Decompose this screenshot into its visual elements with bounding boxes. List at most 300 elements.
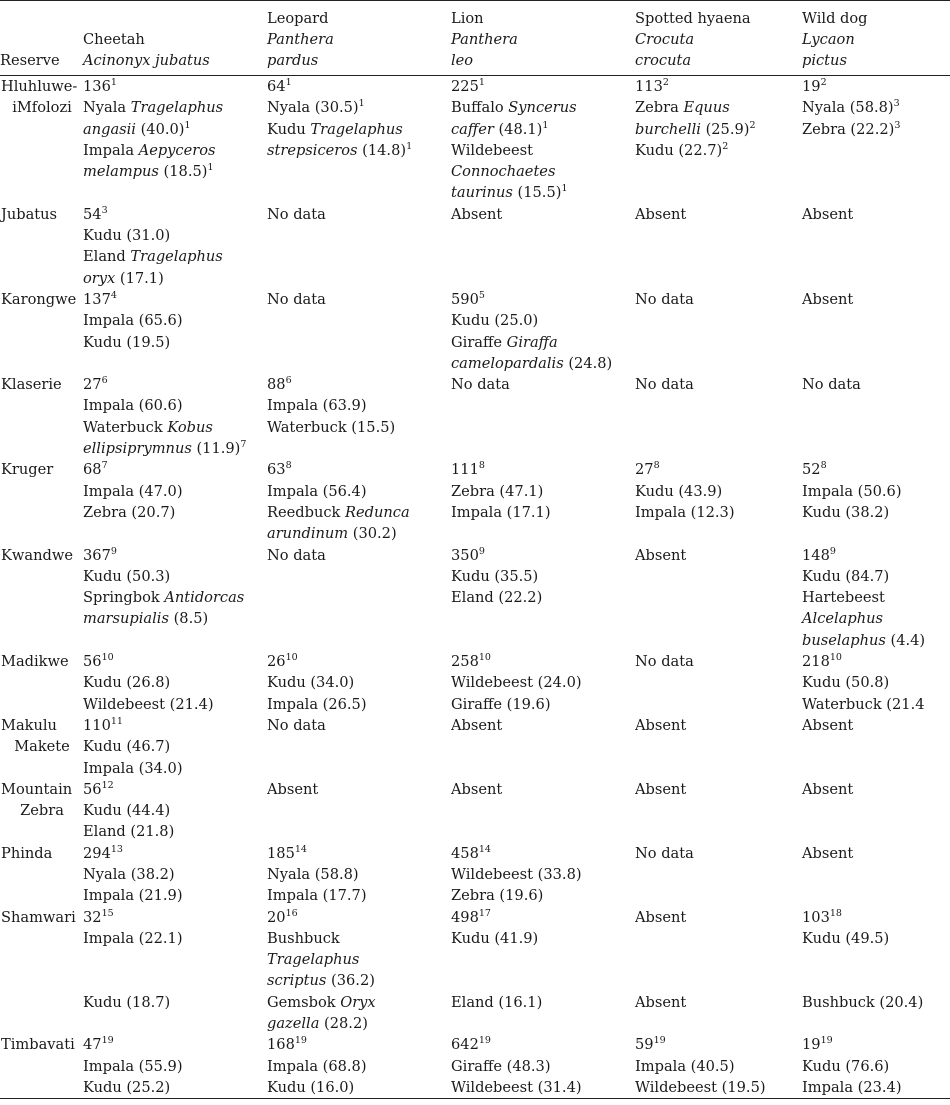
cell-line	[83, 715, 267, 736]
reference-superscript: 2	[722, 140, 729, 152]
cell-text: Kudu (16.0)	[267, 1078, 355, 1096]
cell-line	[83, 161, 267, 182]
scientific-name: Acinonyx jubatus	[83, 52, 210, 69]
reference-superscript: 11	[110, 715, 123, 727]
cell-text: Zebra (22.2)	[802, 120, 895, 138]
cell-line	[83, 1056, 267, 1077]
cell-line	[451, 1056, 635, 1077]
cheetah-cell	[83, 992, 267, 1035]
cell-text: No data	[451, 376, 510, 394]
cell-text: No data	[267, 716, 326, 734]
cell-line	[267, 949, 451, 970]
cell-line	[83, 885, 267, 906]
cell-line	[635, 843, 802, 864]
cell-text: (15.5)	[512, 184, 562, 202]
cell-line	[802, 1056, 950, 1077]
reference-superscript: 5	[478, 289, 485, 301]
scientific-name: buselaphus	[802, 631, 886, 649]
cell-line	[83, 545, 267, 566]
hyaena-cell	[635, 992, 802, 1035]
cell-line	[635, 1077, 802, 1098]
cell-text: Giraffe (19.6)	[451, 695, 551, 713]
cell-line	[451, 182, 635, 203]
reference-superscript: 13	[110, 843, 123, 855]
cheetah-cell	[83, 715, 267, 779]
reference-superscript: 12	[101, 779, 114, 791]
cell-text: Wildebeest (33.8)	[451, 865, 582, 883]
cell-text: Springbok	[83, 589, 165, 607]
cell-line	[802, 630, 950, 651]
hyaena-cell	[635, 907, 802, 992]
cell-line	[802, 374, 950, 395]
cell-line	[267, 76, 451, 97]
leopard-cell	[267, 651, 451, 715]
wild-dog-cell	[802, 76, 950, 204]
cell-text: 64	[267, 78, 286, 95]
cell-line	[267, 523, 451, 544]
cell-text: Kudu (18.7)	[83, 993, 171, 1011]
scientific-name: gazella	[267, 1015, 320, 1033]
cell-text: Impala (21.9)	[83, 887, 183, 905]
scientific-name: taurinus	[451, 184, 513, 202]
reference-superscript: 8	[478, 460, 485, 472]
hyaena-cell	[635, 1034, 802, 1098]
cell-text: Wildebeest (31.4)	[451, 1078, 582, 1096]
cell-text: 110	[83, 716, 111, 734]
reserve-cell	[0, 843, 83, 907]
reserve-name: Kruger	[1, 461, 54, 479]
lion-cell	[451, 651, 635, 715]
lion-cell	[451, 374, 635, 459]
cell-line	[451, 587, 635, 608]
cell-text: 19	[802, 1036, 821, 1054]
cell-text: (11.9)	[191, 440, 241, 458]
cell-line	[802, 502, 950, 523]
hyaena-cell	[635, 76, 802, 204]
cell-line	[83, 1077, 267, 1098]
cell-text: Absent	[635, 205, 687, 223]
common-name: Wild dog	[802, 10, 868, 27]
cell-line	[802, 119, 950, 140]
scientific-name: Tragelaphus	[310, 120, 403, 138]
hyaena-cell	[635, 204, 802, 289]
table-body	[0, 76, 950, 1099]
reserve-column-header: Reserve	[0, 52, 60, 69]
cell-line	[267, 459, 451, 480]
cell-text: 168	[267, 1036, 295, 1054]
cell-text: Absent	[802, 844, 854, 862]
reference-superscript: 9	[478, 545, 485, 557]
cell-text: Absent	[267, 780, 319, 798]
cell-text: 185	[267, 844, 295, 862]
cell-line	[267, 1034, 451, 1055]
reference-superscript: 1	[110, 77, 117, 88]
cell-text: Impala (65.6)	[83, 312, 183, 330]
header-row	[0, 1, 950, 76]
cell-line	[802, 545, 950, 566]
reference-superscript: 10	[285, 652, 298, 664]
reference-superscript: 1	[478, 77, 485, 88]
cell-text: Impala (50.6)	[802, 482, 902, 500]
cell-line	[267, 140, 451, 161]
cheetah-cell	[83, 459, 267, 544]
cell-text: Absent	[635, 780, 687, 798]
cell-line	[802, 459, 950, 480]
scientific-name: Tragelaphus	[130, 99, 224, 117]
cell-text: Gemsbok	[267, 993, 341, 1011]
cell-text: 56	[83, 780, 102, 798]
table-row	[0, 779, 950, 843]
cell-text: Impala (60.6)	[83, 397, 183, 415]
hyaena-cell	[635, 374, 802, 459]
scientific-name: crocuta	[635, 52, 692, 69]
cell-line	[267, 395, 451, 416]
reference-superscript: 18	[829, 907, 842, 919]
cell-text: Impala (34.0)	[83, 759, 183, 777]
cell-line	[267, 715, 451, 736]
cell-line	[635, 715, 802, 736]
cell-text: Waterbuck (21.4	[802, 695, 925, 713]
cell-text: Bushbuck (20.4)	[802, 993, 924, 1011]
cell-text: 458	[451, 844, 479, 862]
cell-line	[802, 694, 950, 715]
cell-line	[267, 119, 451, 140]
common-name: Leopard	[267, 10, 329, 27]
cell-line	[267, 204, 451, 225]
cell-line	[267, 885, 451, 906]
wild-dog-cell	[802, 1034, 950, 1098]
reference-superscript: 14	[294, 843, 307, 855]
scientific-name: oryx	[83, 269, 116, 287]
cell-text: 148	[802, 546, 830, 564]
cheetah-cell	[83, 779, 267, 843]
reference-superscript: 8	[820, 460, 827, 472]
leopard-cell	[267, 779, 451, 843]
cell-line	[83, 438, 267, 459]
cell-line	[267, 502, 451, 523]
cell-line	[802, 907, 950, 928]
lion-cell	[451, 545, 635, 651]
cell-text: Kudu (19.5)	[83, 333, 171, 351]
wild-dog-cell	[802, 289, 950, 374]
cell-line	[451, 459, 635, 480]
cell-text: Wildebeest (24.0)	[451, 674, 582, 692]
cell-line	[267, 651, 451, 672]
wild-dog-column-header	[802, 1, 950, 76]
wild-dog-cell	[802, 374, 950, 459]
cell-line	[83, 1034, 267, 1055]
cell-line	[802, 76, 950, 97]
cell-text: (14.8)	[357, 141, 407, 159]
scientific-name: melampus	[83, 163, 159, 181]
wild-dog-cell	[802, 779, 950, 843]
scientific-name: Giraffa	[506, 333, 558, 351]
hyaena-cell	[635, 843, 802, 907]
cell-line	[83, 928, 267, 949]
cell-text: No data	[267, 205, 326, 223]
cell-text: Kudu (38.2)	[802, 503, 890, 521]
scientific-name: marsupialis	[83, 610, 169, 628]
cell-line	[635, 119, 802, 140]
cell-line	[451, 481, 635, 502]
reserve-name: Hluhluwe-	[1, 78, 78, 95]
reserve-name: iMfolozi	[12, 99, 72, 117]
cell-text: Nyala	[83, 99, 131, 117]
scientific-name: angasii	[83, 120, 136, 138]
cell-text: (28.2)	[319, 1015, 368, 1033]
cell-text: Impala (23.4)	[802, 1078, 902, 1096]
cheetah-cell	[83, 545, 267, 651]
cell-text: 68	[83, 461, 102, 479]
cell-text: No data	[802, 376, 861, 394]
hyaena-cell	[635, 545, 802, 651]
cell-line	[451, 885, 635, 906]
reference-superscript: 3	[101, 204, 108, 216]
cell-line	[451, 1077, 635, 1098]
reserve-cell	[0, 204, 83, 289]
cell-line	[83, 566, 267, 587]
cell-line	[83, 843, 267, 864]
reference-superscript: 1	[285, 77, 292, 88]
cell-text: (25.9)	[700, 120, 750, 138]
wild-dog-cell	[802, 204, 950, 289]
cell-text: No data	[267, 546, 326, 564]
wild-dog-cell	[802, 715, 950, 779]
cell-line	[83, 608, 267, 629]
cell-line	[83, 758, 267, 779]
reserve-name: Makulu	[1, 716, 57, 734]
cell-text: 26	[267, 653, 286, 671]
cell-line	[802, 481, 950, 502]
leopard-cell	[267, 907, 451, 992]
cell-text: 103	[802, 908, 830, 926]
reference-superscript: 2	[662, 77, 669, 88]
wild-dog-cell	[802, 651, 950, 715]
leopard-cell	[267, 289, 451, 374]
table-row	[0, 715, 950, 779]
scientific-name: Panthera	[451, 31, 518, 48]
lion-cell	[451, 204, 635, 289]
reserve-cell	[0, 459, 83, 544]
cell-text: Absent	[451, 780, 503, 798]
cell-line	[802, 651, 950, 672]
lion-cell	[451, 907, 635, 992]
cell-text: Kudu (49.5)	[802, 929, 890, 947]
common-name: Cheetah	[83, 31, 145, 48]
cell-text: 350	[451, 546, 479, 564]
reserve-name: Zebra	[20, 802, 64, 820]
cell-line	[267, 97, 451, 118]
cell-text: 113	[635, 78, 663, 95]
cell-text: 63	[267, 461, 286, 479]
reference-superscript: 1	[406, 140, 413, 152]
leopard-cell	[267, 459, 451, 544]
cell-text: Reedbuck	[267, 503, 345, 521]
table-row	[0, 459, 950, 544]
scientific-name: leo	[451, 52, 474, 69]
cell-line	[802, 97, 950, 118]
cell-text: Wildebeest	[451, 141, 534, 159]
reference-superscript: 19	[478, 1035, 491, 1047]
cell-text: 136	[83, 78, 111, 95]
cell-line	[83, 736, 267, 757]
table-row	[0, 545, 950, 651]
cell-line	[83, 225, 267, 246]
lion-column-header	[451, 1, 635, 76]
table-row	[0, 289, 950, 374]
cheetah-cell	[83, 907, 267, 992]
cell-text: Eland (22.2)	[451, 589, 543, 607]
cell-text: No data	[635, 844, 694, 862]
scientific-name: Connochaetes	[451, 163, 556, 181]
cell-text: No data	[635, 290, 694, 308]
cell-line	[635, 481, 802, 502]
cell-line	[83, 97, 267, 118]
cell-line	[802, 715, 950, 736]
leopard-cell	[267, 76, 451, 204]
cell-text: 590	[451, 290, 479, 308]
reference-superscript: 6	[285, 375, 292, 387]
cell-text: Giraffe (48.3)	[451, 1057, 551, 1075]
scientific-name: Antidorcas	[164, 589, 245, 607]
hyaena-cell	[635, 779, 802, 843]
cell-line	[267, 992, 451, 1013]
cell-text: Kudu (25.2)	[83, 1078, 171, 1096]
scientific-name: Tragelaphus	[267, 951, 360, 969]
cell-text: Absent	[802, 716, 854, 734]
reference-superscript: 1	[358, 98, 365, 110]
reference-superscript: 1	[561, 183, 568, 195]
cell-line	[83, 310, 267, 331]
cell-line	[83, 992, 267, 1013]
reference-superscript: 19	[101, 1035, 114, 1047]
cell-text: 218	[802, 653, 830, 671]
scientific-name: Oryx	[340, 993, 376, 1011]
cell-line	[83, 289, 267, 310]
reference-superscript: 1	[542, 119, 549, 131]
cell-text: Nyala (38.2)	[83, 865, 175, 883]
cell-line	[635, 1034, 802, 1055]
cell-line	[802, 672, 950, 693]
reference-superscript: 9	[110, 545, 117, 557]
reference-superscript: 6	[101, 375, 108, 387]
reference-superscript: 16	[285, 907, 298, 919]
reserve-cell	[0, 76, 83, 204]
cell-line	[267, 694, 451, 715]
cell-text: Impala (12.3)	[635, 503, 735, 521]
table-row	[0, 1034, 950, 1098]
cheetah-cell	[83, 289, 267, 374]
cell-line	[451, 715, 635, 736]
cell-text: Hartebeest	[802, 589, 885, 607]
cell-text: 54	[83, 205, 102, 223]
cell-line	[451, 907, 635, 928]
cell-text: No data	[635, 653, 694, 671]
cell-text: Absent	[802, 780, 854, 798]
cell-line	[83, 864, 267, 885]
cell-line	[83, 502, 267, 523]
cell-text: (48.1)	[493, 120, 543, 138]
leopard-cell	[267, 204, 451, 289]
cheetah-cell	[83, 843, 267, 907]
cell-line	[267, 907, 451, 928]
cell-text: No data	[635, 376, 694, 394]
scientific-name: pictus	[802, 52, 847, 69]
cell-text: 111	[451, 461, 479, 479]
hyaena-cell	[635, 459, 802, 544]
cell-line	[451, 864, 635, 885]
cell-line	[451, 97, 635, 118]
reserve-cell	[0, 651, 83, 715]
cheetah-cell	[83, 1034, 267, 1098]
table-row	[0, 76, 950, 204]
reference-superscript: 1	[184, 119, 191, 131]
cheetah-cell	[83, 651, 267, 715]
cell-text: 19	[802, 78, 821, 95]
reserve-name: Klaserie	[1, 376, 62, 394]
lion-cell	[451, 992, 635, 1035]
cell-line	[635, 140, 802, 161]
scientific-name: Redunca	[345, 503, 410, 521]
scientific-name: Aepyceros	[138, 141, 216, 159]
cell-line	[451, 566, 635, 587]
cell-text: Zebra (47.1)	[451, 482, 544, 500]
cell-text: Absent	[635, 546, 687, 564]
reserve-name: Mountain	[1, 780, 73, 798]
reference-superscript: 17	[478, 907, 491, 919]
cell-line	[267, 481, 451, 502]
cell-line	[267, 928, 451, 949]
reserve-cell	[0, 374, 83, 459]
cell-line	[451, 289, 635, 310]
reserve-cell	[0, 715, 83, 779]
reserve-name: Jubatus	[1, 205, 58, 223]
cell-line	[83, 800, 267, 821]
cell-text: Wildebeest (19.5)	[635, 1078, 766, 1096]
scientific-name: Panthera	[267, 31, 334, 48]
cell-line	[267, 289, 451, 310]
cell-line	[802, 608, 950, 629]
reserve-cell	[0, 1034, 83, 1098]
cell-line	[83, 672, 267, 693]
leopard-cell	[267, 374, 451, 459]
cell-line	[83, 821, 267, 842]
cell-line	[451, 779, 635, 800]
cell-line	[635, 907, 802, 928]
reference-superscript: 19	[653, 1035, 666, 1047]
cell-line	[83, 246, 267, 267]
reserve-cell	[0, 545, 83, 651]
cell-line	[451, 992, 635, 1013]
cell-text: Nyala (58.8)	[802, 99, 894, 117]
lion-cell	[451, 76, 635, 204]
cell-text: 47	[83, 1036, 102, 1054]
reserve-name: Makete	[14, 738, 70, 756]
cell-line	[451, 310, 635, 331]
wild-dog-cell	[802, 545, 950, 651]
cell-line	[83, 332, 267, 353]
reserve-cell	[0, 779, 83, 843]
table-row	[0, 843, 950, 907]
cell-text: Kudu (76.6)	[802, 1057, 890, 1075]
reserve-name: Kwandwe	[1, 546, 73, 564]
cell-text: Kudu (35.5)	[451, 567, 539, 585]
cell-text: Kudu (26.8)	[83, 674, 171, 692]
reserve-name: Timbavati	[1, 1036, 75, 1054]
reserve-cell	[0, 992, 83, 1035]
cell-line	[802, 1077, 950, 1098]
cell-text: Zebra (19.6)	[451, 887, 544, 905]
